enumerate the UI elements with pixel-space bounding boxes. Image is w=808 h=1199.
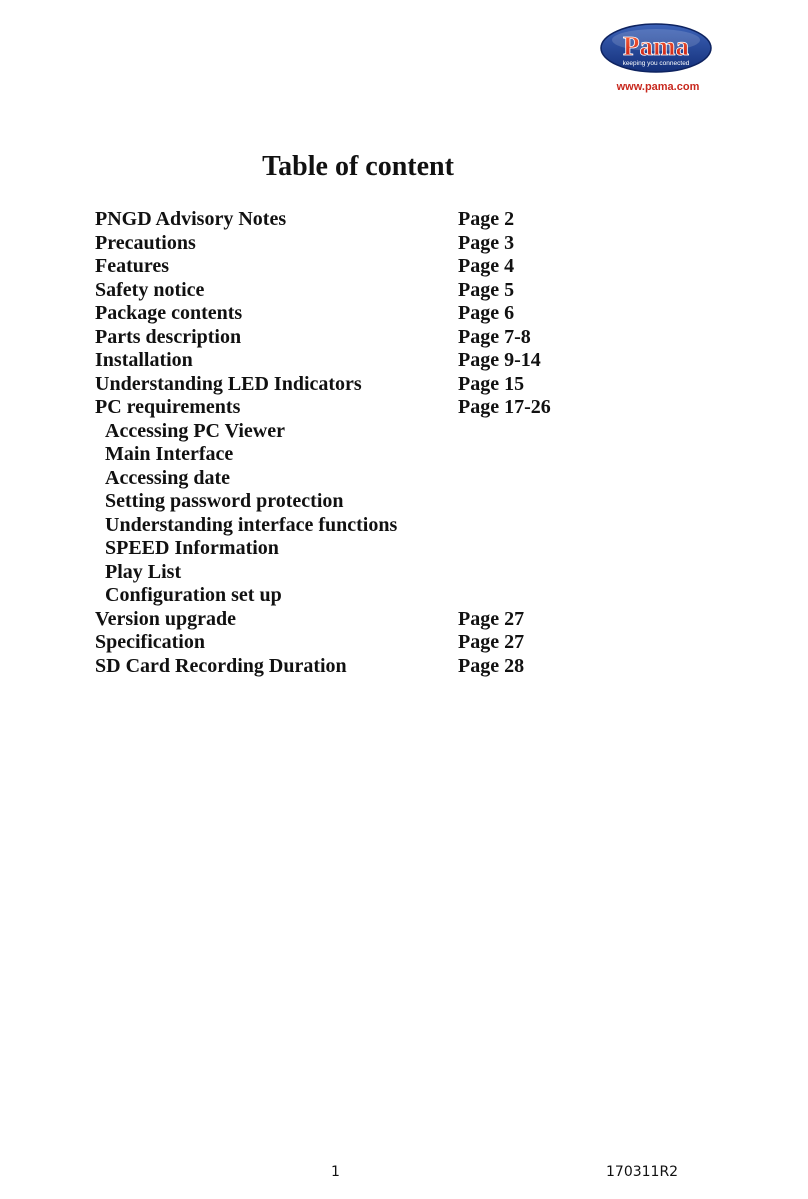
toc-entry-page: Page 27 (458, 607, 525, 630)
pama-logo (598, 22, 716, 96)
page-title: Table of content (262, 151, 454, 182)
toc-subentry (95, 443, 655, 467)
toc-entry (95, 255, 655, 279)
toc-entry-page: Page 3 (458, 231, 515, 254)
toc-entry-label: PNGD Advisory Notes (95, 208, 287, 230)
toc-entry (95, 326, 655, 350)
toc-entry (95, 655, 655, 679)
toc-subentry (95, 490, 655, 514)
toc-entry (95, 631, 655, 655)
toc-subentry (95, 514, 655, 538)
toc-entry-page: Page 15 (458, 372, 525, 395)
toc-entry (95, 232, 655, 256)
toc-entry-label: Parts description (95, 325, 242, 348)
toc-entry (95, 349, 655, 373)
toc-entry-page: Page 17-26 (458, 396, 551, 418)
toc-entry-page: Page 7-8 (458, 325, 531, 348)
toc-entry-label: Features (95, 255, 170, 277)
toc-subentry (95, 537, 655, 561)
toc-subentry (95, 584, 655, 608)
toc-entry-label: Configuration set up (105, 584, 282, 606)
toc-entry (95, 279, 655, 303)
toc-subentry (95, 420, 655, 444)
toc-subentry (95, 561, 655, 585)
toc-entry-page: Page 27 (458, 631, 525, 653)
toc-entry-label: Accessing PC Viewer (105, 419, 285, 442)
toc-entry-page: Page 6 (458, 302, 515, 324)
toc-entry-label: SD Card Recording Duration (95, 654, 347, 677)
toc-entry-label: Understanding interface functions (105, 513, 398, 536)
toc-entry-page: Page 2 (458, 208, 515, 230)
toc-entry (95, 302, 655, 326)
toc-entry-label: Understanding LED Indicators (95, 372, 362, 395)
footer-page-number: 1 (331, 1164, 340, 1180)
logo-url: www.pama.com (616, 81, 700, 93)
toc-entry-label: SPEED Information (105, 537, 279, 559)
toc-entry-label: Safety notice (95, 278, 205, 301)
toc-entry (95, 608, 655, 632)
toc-entry-label: Version upgrade (95, 607, 236, 630)
toc-entry-page: Page 28 (458, 654, 525, 677)
toc-entry-label: Precautions (95, 231, 196, 254)
toc-entry-label: PC requirements (95, 396, 241, 418)
toc-entry (95, 208, 655, 232)
toc-entry (95, 396, 655, 420)
toc-entry-label: Main Interface (105, 443, 234, 465)
toc-entry-page: Page 5 (458, 278, 515, 301)
toc-entry-label: Setting password protection (105, 490, 344, 512)
logo-brand: Pama (623, 31, 689, 61)
toc-subentry (95, 467, 655, 491)
toc-entry-page: Page 9-14 (458, 349, 541, 371)
toc-entry-label: Specification (95, 631, 205, 653)
toc-entry-page: Page 4 (458, 255, 515, 277)
table-of-contents (95, 208, 655, 678)
toc-entry-label: Accessing date (105, 466, 230, 489)
toc-entry-label: Installation (95, 349, 193, 371)
toc-entry (95, 373, 655, 397)
toc-entry-label: Package contents (95, 302, 243, 324)
footer-document-code: 170311R2 (606, 1164, 679, 1180)
logo-tagline: keeping you connected (622, 60, 690, 67)
toc-entry-label: Play List (105, 560, 182, 583)
